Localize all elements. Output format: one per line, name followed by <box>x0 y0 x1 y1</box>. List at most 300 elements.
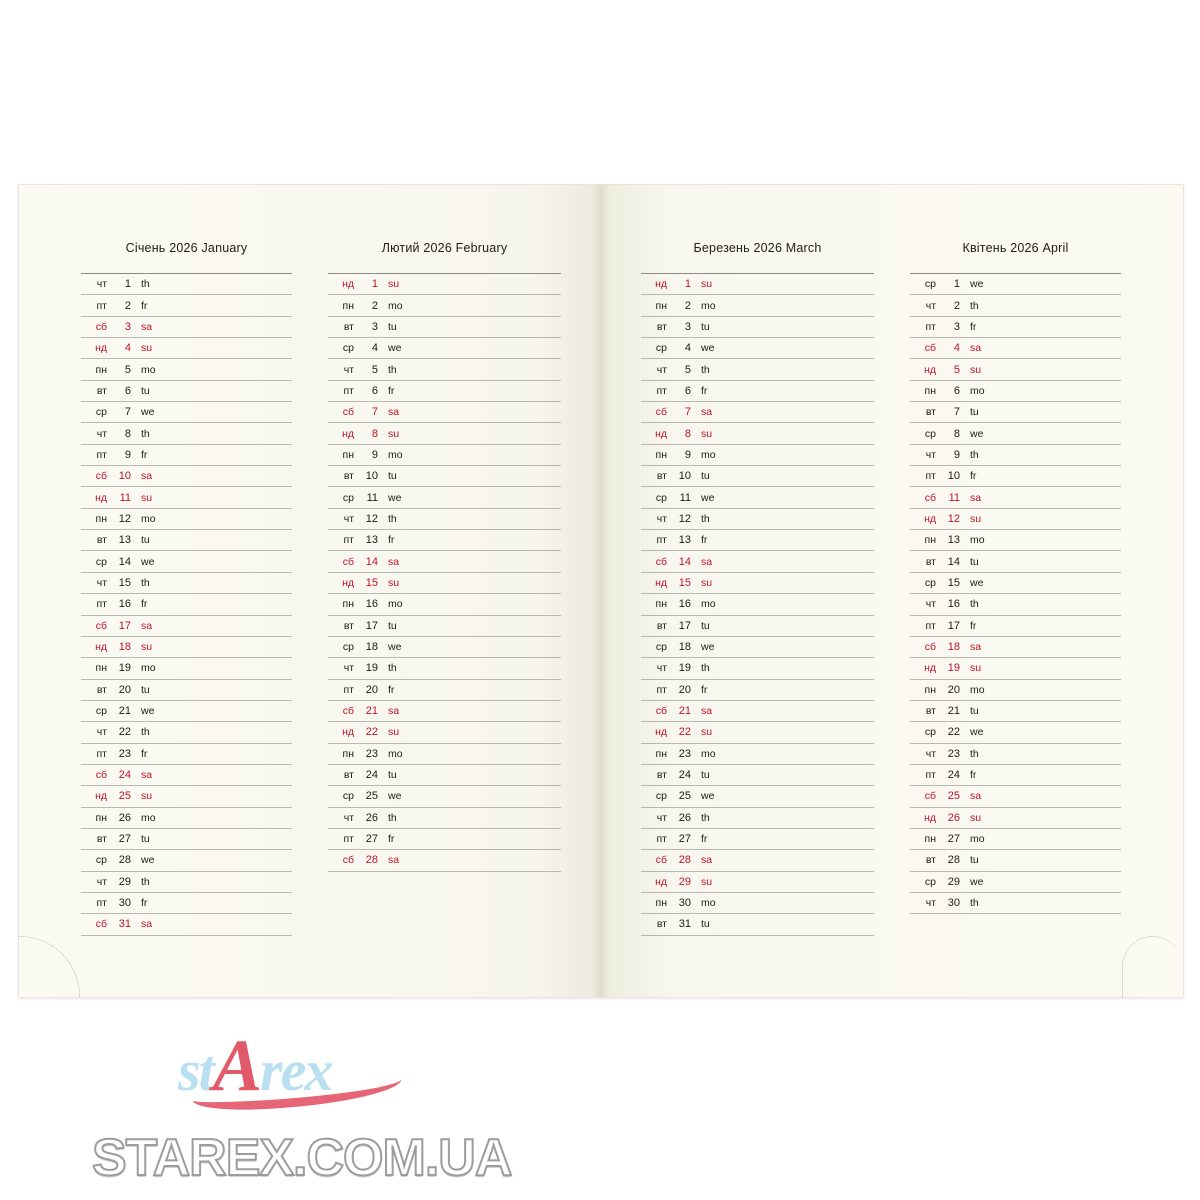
day-of-week-en: fr <box>970 320 977 333</box>
day-row <box>910 423 1121 444</box>
day-row <box>641 594 874 615</box>
brand-logo-st: st <box>178 1038 213 1103</box>
day-row <box>328 744 561 765</box>
day-of-week-en: mo <box>970 384 985 397</box>
day-of-week-local: вт <box>925 705 936 718</box>
day-list-february <box>328 273 561 872</box>
day-of-week-en: th <box>388 662 397 675</box>
day-of-week-en: mo <box>388 299 403 312</box>
day-of-week-local: сб <box>924 641 936 654</box>
day-row <box>81 509 292 530</box>
day-of-week-local: пн <box>655 598 667 611</box>
day-of-week-local: пн <box>342 299 354 312</box>
day-number: 6 <box>371 384 378 397</box>
day-number: 14 <box>118 555 131 568</box>
day-number: 1 <box>124 278 131 291</box>
right-page <box>601 185 1183 997</box>
day-number: 3 <box>371 320 378 333</box>
day-of-week-local: пн <box>342 747 354 760</box>
day-of-week-local: пн <box>95 512 107 525</box>
day-of-week-local: вт <box>656 619 667 632</box>
day-row <box>641 402 874 423</box>
day-number: 11 <box>119 491 131 504</box>
day-of-week-local: вт <box>96 384 107 397</box>
day-row <box>328 551 561 572</box>
day-row <box>641 359 874 380</box>
day-number: 20 <box>947 683 960 696</box>
day-row <box>81 850 292 871</box>
day-row <box>641 295 874 316</box>
day-number: 21 <box>678 705 691 718</box>
day-number: 13 <box>365 534 378 547</box>
day-number: 22 <box>118 726 131 739</box>
day-row <box>328 530 561 551</box>
day-of-week-local: сб <box>655 555 667 568</box>
day-row <box>641 701 874 722</box>
day-number: 2 <box>684 299 691 312</box>
day-of-week-local: нд <box>655 427 667 440</box>
day-row <box>641 850 874 871</box>
day-number: 25 <box>947 790 960 803</box>
day-of-week-local: пн <box>95 811 107 824</box>
day-of-week-local: ср <box>655 641 667 654</box>
day-of-week-en: fr <box>701 534 708 547</box>
day-number: 15 <box>678 576 691 589</box>
day-row <box>910 765 1121 786</box>
day-of-week-en: tu <box>141 833 150 846</box>
day-of-week-en: tu <box>970 555 979 568</box>
day-number: 25 <box>678 790 691 803</box>
day-of-week-local: пн <box>924 384 936 397</box>
day-number: 19 <box>678 662 691 675</box>
day-of-week-local: сб <box>95 320 107 333</box>
day-of-week-en: tu <box>701 918 710 931</box>
day-number: 17 <box>678 619 691 632</box>
day-row <box>641 637 874 658</box>
day-of-week-en: sa <box>970 641 982 654</box>
day-of-week-en: tu <box>970 406 979 419</box>
day-of-week-local: ср <box>655 491 667 504</box>
day-of-week-en: th <box>141 278 150 291</box>
day-row <box>641 381 874 402</box>
day-of-week-local: вт <box>656 470 667 483</box>
day-number: 4 <box>684 342 691 355</box>
day-row <box>910 530 1121 551</box>
day-number: 13 <box>678 534 691 547</box>
day-row <box>910 680 1121 701</box>
day-of-week-en: fr <box>701 833 708 846</box>
day-of-week-en: fr <box>141 897 148 910</box>
month-title-april: Квітень 2026 April <box>962 241 1069 255</box>
day-of-week-en: th <box>701 363 710 376</box>
day-of-week-local: чт <box>343 662 354 675</box>
day-of-week-local: сб <box>924 790 936 803</box>
day-of-week-en: th <box>141 427 150 440</box>
day-of-week-local: сб <box>95 918 107 931</box>
day-of-week-local: пт <box>96 747 107 760</box>
day-of-week-local: чт <box>925 747 936 760</box>
day-row <box>641 274 874 295</box>
day-row <box>81 402 292 423</box>
day-of-week-en: fr <box>141 598 148 611</box>
day-of-week-local: нд <box>924 811 936 824</box>
day-of-week-local: ср <box>924 726 936 739</box>
day-of-week-en: su <box>970 662 982 675</box>
day-number: 27 <box>678 833 691 846</box>
day-number: 28 <box>365 854 378 867</box>
day-number: 26 <box>947 811 960 824</box>
day-number: 8 <box>124 427 131 440</box>
day-of-week-en: sa <box>388 854 400 867</box>
day-of-week-local: нд <box>342 726 354 739</box>
day-of-week-en: fr <box>141 747 148 760</box>
day-number: 9 <box>953 448 960 461</box>
day-of-week-en: we <box>388 641 402 654</box>
day-number: 28 <box>118 854 131 867</box>
day-number: 6 <box>684 384 691 397</box>
brand-logo <box>178 1020 418 1112</box>
day-of-week-local: вт <box>343 470 354 483</box>
day-of-week-en: su <box>701 278 713 291</box>
day-row <box>910 445 1121 466</box>
day-number: 18 <box>947 641 960 654</box>
day-row <box>910 808 1121 829</box>
day-of-week-en: sa <box>388 406 400 419</box>
left-page <box>19 185 601 997</box>
day-of-week-local: сб <box>342 406 354 419</box>
day-of-week-local: пн <box>655 299 667 312</box>
day-row <box>328 295 561 316</box>
day-row <box>641 765 874 786</box>
day-of-week-en: th <box>970 897 979 910</box>
day-of-week-local: пт <box>96 448 107 461</box>
day-of-week-local: пн <box>655 897 667 910</box>
day-row <box>328 423 561 444</box>
day-number: 18 <box>365 641 378 654</box>
day-of-week-local: пт <box>925 470 936 483</box>
day-of-week-local: нд <box>342 427 354 440</box>
day-row <box>328 594 561 615</box>
day-of-week-local: пт <box>96 299 107 312</box>
day-number: 14 <box>678 555 691 568</box>
day-of-week-en: we <box>970 278 984 291</box>
day-number: 28 <box>678 854 691 867</box>
day-of-week-local: пт <box>96 897 107 910</box>
day-row <box>910 850 1121 871</box>
day-of-week-en: mo <box>701 598 716 611</box>
day-number: 1 <box>684 278 691 291</box>
day-row <box>910 594 1121 615</box>
day-of-week-en: mo <box>701 448 716 461</box>
day-row <box>328 808 561 829</box>
month-column-april <box>892 185 1183 997</box>
day-row <box>910 616 1121 637</box>
day-of-week-local: чт <box>96 427 107 440</box>
day-of-week-en: mo <box>141 512 156 525</box>
day-number: 7 <box>371 406 378 419</box>
day-number: 23 <box>947 747 960 760</box>
day-of-week-local: пт <box>656 833 667 846</box>
day-number: 5 <box>371 363 378 376</box>
day-number: 9 <box>371 448 378 461</box>
day-row <box>910 893 1121 914</box>
day-row <box>328 445 561 466</box>
day-number: 16 <box>678 598 691 611</box>
day-number: 5 <box>684 363 691 376</box>
day-number: 26 <box>678 811 691 824</box>
day-row <box>81 594 292 615</box>
day-number: 16 <box>365 598 378 611</box>
day-of-week-local: ср <box>655 342 667 355</box>
day-number: 12 <box>118 512 131 525</box>
day-of-week-en: th <box>141 576 150 589</box>
day-number: 7 <box>953 406 960 419</box>
day-row <box>641 487 874 508</box>
day-row <box>641 893 874 914</box>
day-of-week-local: сб <box>342 705 354 718</box>
day-number: 22 <box>947 726 960 739</box>
day-row <box>641 616 874 637</box>
day-of-week-en: we <box>388 342 402 355</box>
day-number: 11 <box>679 491 691 504</box>
day-of-week-local: вт <box>925 854 936 867</box>
day-row <box>641 509 874 530</box>
day-number: 25 <box>365 790 378 803</box>
day-of-week-local: нд <box>95 790 107 803</box>
day-row <box>81 338 292 359</box>
day-number: 3 <box>953 320 960 333</box>
day-number: 15 <box>365 576 378 589</box>
day-number: 26 <box>118 811 131 824</box>
day-number: 6 <box>953 384 960 397</box>
day-row <box>81 530 292 551</box>
month-title-march: Березень 2026 March <box>693 241 822 255</box>
day-number: 27 <box>365 833 378 846</box>
day-row <box>328 850 561 871</box>
day-row <box>81 680 292 701</box>
day-row <box>328 509 561 530</box>
day-row <box>641 317 874 338</box>
day-row <box>910 381 1121 402</box>
day-of-week-en: fr <box>388 534 395 547</box>
day-of-week-local: ср <box>655 790 667 803</box>
day-of-week-en: fr <box>701 384 708 397</box>
day-number: 4 <box>124 342 131 355</box>
day-of-week-en: mo <box>701 897 716 910</box>
day-of-week-en: sa <box>701 705 713 718</box>
day-of-week-local: вт <box>656 320 667 333</box>
day-of-week-en: tu <box>141 683 150 696</box>
day-of-week-local: вт <box>925 555 936 568</box>
watermark-text: STAREX.COM.UA <box>92 1129 512 1187</box>
day-of-week-local: чт <box>925 299 936 312</box>
day-row <box>81 359 292 380</box>
day-of-week-local: ср <box>342 491 354 504</box>
day-number: 5 <box>953 363 960 376</box>
day-of-week-en: su <box>970 363 982 376</box>
day-number: 9 <box>684 448 691 461</box>
day-of-week-en: sa <box>141 619 153 632</box>
day-of-week-local: нд <box>342 278 354 291</box>
day-row <box>641 722 874 743</box>
day-row <box>328 487 561 508</box>
day-of-week-en: th <box>388 811 397 824</box>
day-of-week-local: сб <box>655 406 667 419</box>
day-number: 20 <box>118 683 131 696</box>
day-of-week-en: sa <box>701 406 713 419</box>
day-row <box>641 658 874 679</box>
day-number: 12 <box>947 512 960 525</box>
day-of-week-local: ср <box>342 342 354 355</box>
day-row <box>81 637 292 658</box>
day-of-week-en: mo <box>970 534 985 547</box>
day-row <box>328 616 561 637</box>
day-number: 7 <box>684 406 691 419</box>
day-number: 31 <box>118 918 131 931</box>
day-row <box>81 872 292 893</box>
day-row <box>81 808 292 829</box>
month-column-january <box>19 185 310 997</box>
day-of-week-en: we <box>970 427 984 440</box>
day-row <box>910 509 1121 530</box>
day-of-week-en: su <box>388 278 400 291</box>
day-number: 3 <box>684 320 691 333</box>
day-of-week-en: th <box>701 512 710 525</box>
day-of-week-en: we <box>701 491 715 504</box>
day-row <box>328 701 561 722</box>
day-of-week-local: чт <box>656 662 667 675</box>
day-number: 18 <box>678 641 691 654</box>
day-of-week-en: mo <box>701 747 716 760</box>
day-row <box>328 786 561 807</box>
day-row <box>910 295 1121 316</box>
day-of-week-local: пт <box>343 833 354 846</box>
calendar-spread <box>18 184 1184 998</box>
day-number: 27 <box>118 833 131 846</box>
day-of-week-en: su <box>701 576 713 589</box>
day-of-week-local: ср <box>924 576 936 589</box>
day-number: 2 <box>371 299 378 312</box>
day-row <box>328 381 561 402</box>
day-row <box>910 274 1121 295</box>
day-row <box>81 423 292 444</box>
day-row <box>910 317 1121 338</box>
day-of-week-local: вт <box>656 769 667 782</box>
day-of-week-local: ср <box>924 278 936 291</box>
day-of-week-en: sa <box>701 555 713 568</box>
day-row <box>910 466 1121 487</box>
day-of-week-local: сб <box>924 342 936 355</box>
day-number: 19 <box>365 662 378 675</box>
day-of-week-local: ср <box>342 641 354 654</box>
day-number: 8 <box>371 427 378 440</box>
day-of-week-local: чт <box>96 576 107 589</box>
day-row <box>81 317 292 338</box>
day-of-week-en: su <box>141 491 153 504</box>
day-row <box>328 402 561 423</box>
day-of-week-en: mo <box>141 811 156 824</box>
day-of-week-local: пт <box>925 619 936 632</box>
day-of-week-local: нд <box>924 363 936 376</box>
day-number: 17 <box>118 619 131 632</box>
day-of-week-en: sa <box>141 769 153 782</box>
day-row <box>328 466 561 487</box>
day-of-week-local: пт <box>656 384 667 397</box>
day-row <box>641 573 874 594</box>
day-of-week-en: th <box>141 875 150 888</box>
day-of-week-en: we <box>701 790 715 803</box>
day-row <box>81 466 292 487</box>
day-of-week-en: th <box>970 747 979 760</box>
day-number: 28 <box>947 854 960 867</box>
day-number: 1 <box>953 278 960 291</box>
day-of-week-local: пн <box>655 448 667 461</box>
day-row <box>81 786 292 807</box>
day-of-week-en: tu <box>970 854 979 867</box>
day-of-week-local: вт <box>656 918 667 931</box>
day-of-week-local: пн <box>655 747 667 760</box>
day-row <box>81 765 292 786</box>
day-of-week-local: вт <box>343 619 354 632</box>
day-of-week-en: tu <box>388 769 397 782</box>
day-of-week-en: su <box>970 512 982 525</box>
day-number: 22 <box>678 726 691 739</box>
day-number: 31 <box>678 918 691 931</box>
day-row <box>910 402 1121 423</box>
day-of-week-en: su <box>970 811 982 824</box>
day-of-week-local: нд <box>655 875 667 888</box>
day-of-week-en: tu <box>701 769 710 782</box>
day-of-week-local: нд <box>924 662 936 675</box>
day-row <box>641 744 874 765</box>
day-row <box>641 872 874 893</box>
day-of-week-local: сб <box>95 769 107 782</box>
day-of-week-local: чт <box>96 875 107 888</box>
day-of-week-local: нд <box>655 726 667 739</box>
day-of-week-local: ср <box>95 854 107 867</box>
month-column-february <box>310 185 601 997</box>
day-of-week-local: сб <box>342 555 354 568</box>
day-of-week-local: чт <box>656 363 667 376</box>
day-of-week-en: fr <box>141 448 148 461</box>
day-of-week-en: tu <box>701 320 710 333</box>
day-row <box>641 530 874 551</box>
day-of-week-local: пт <box>656 683 667 696</box>
day-of-week-local: ср <box>342 790 354 803</box>
day-row <box>641 423 874 444</box>
day-row <box>641 829 874 850</box>
day-of-week-en: we <box>970 576 984 589</box>
day-of-week-local: ср <box>95 555 107 568</box>
day-of-week-en: mo <box>141 363 156 376</box>
day-of-week-local: чт <box>925 598 936 611</box>
day-of-week-en: th <box>701 662 710 675</box>
day-row <box>641 338 874 359</box>
day-number: 21 <box>118 705 131 718</box>
day-of-week-local: нд <box>342 576 354 589</box>
day-number: 25 <box>118 790 131 803</box>
day-of-week-en: tu <box>701 619 710 632</box>
day-number: 4 <box>953 342 960 355</box>
day-number: 14 <box>947 555 960 568</box>
day-number: 5 <box>124 363 131 376</box>
day-of-week-local: пт <box>925 769 936 782</box>
day-of-week-en: su <box>388 726 400 739</box>
day-number: 12 <box>678 512 691 525</box>
day-number: 14 <box>365 555 378 568</box>
day-of-week-en: sa <box>388 705 400 718</box>
day-of-week-en: su <box>141 342 153 355</box>
